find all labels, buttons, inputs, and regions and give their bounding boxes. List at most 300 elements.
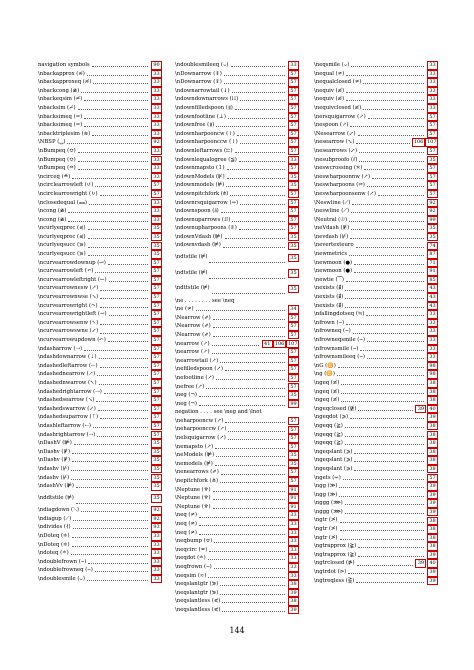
page-ref-link[interactable]: 107 <box>426 139 437 146</box>
page-ref-link[interactable]: 57 <box>288 365 299 374</box>
index-term: \nefilledspoon (↗) <box>175 366 223 373</box>
index-term: \neqcirc (≖) <box>175 546 208 553</box>
index-term: \neg (¬) <box>175 392 197 399</box>
page-ref-link[interactable]: 38 <box>427 431 438 440</box>
dot-leader <box>232 91 286 93</box>
page-ref-link[interactable]: 35 <box>288 181 299 190</box>
index-term: \nexists (∄) <box>314 302 344 309</box>
index-entry <box>38 319 162 328</box>
page-ref-link[interactable]: 57 <box>288 130 299 139</box>
index-term: \neqbump (≎) <box>175 538 213 545</box>
dot-leader <box>226 185 285 187</box>
page-ref-link[interactable]: 33 <box>151 113 162 122</box>
page-ref-link[interactable]: 57 <box>427 190 438 199</box>
page-ref-link[interactable]: 33 <box>427 78 438 87</box>
page-ref-link[interactable]: 33 <box>427 353 438 362</box>
page-ref-link[interactable]: 33 <box>288 156 299 165</box>
page-ref-link[interactable]: 33 <box>151 121 162 130</box>
page-ref-link[interactable]: 93 <box>151 523 162 532</box>
page-ref-link[interactable]: 106 <box>274 340 285 347</box>
page-ref-link[interactable]: 33 <box>288 563 299 572</box>
dot-leader <box>212 344 260 346</box>
page-ref-link[interactable]: 57 <box>288 331 299 340</box>
index-entry <box>175 281 299 297</box>
page-ref-link[interactable]: 38 <box>427 534 438 543</box>
page-ref-link[interactable]: 57 <box>288 113 299 122</box>
dot-leader <box>240 203 285 205</box>
index-term: \ndownspoon (⫰) <box>175 208 219 215</box>
page-ref-link[interactable]: 39 <box>427 491 438 500</box>
page-ref-link[interactable]: 39 <box>288 589 299 598</box>
page-ref-link[interactable]: 57 <box>288 121 299 130</box>
page-ref-link[interactable]: 35 <box>151 448 162 457</box>
index-entry <box>175 241 299 250</box>
page-ref-link[interactable]: 33 <box>151 130 162 139</box>
index-entry <box>314 207 438 216</box>
index-entry <box>175 563 299 572</box>
index-term: \ngeqq (≧) <box>314 431 343 438</box>
page-ref-link[interactable]: 43 <box>427 302 438 311</box>
page-ref-link[interactable]: 33 <box>427 327 438 336</box>
page-ref-link[interactable]: 74 <box>427 242 438 251</box>
page-ref-link[interactable]: 33 <box>151 78 162 87</box>
page-ref-link[interactable]: 57 <box>288 434 299 443</box>
page-ref-link[interactable]: 33 <box>151 575 162 584</box>
page-ref-link[interactable]: 91 <box>288 494 299 503</box>
page-ref-link[interactable]: 57 <box>427 121 438 130</box>
index-entry <box>314 448 438 457</box>
page-ref-link[interactable]: 57 <box>288 190 299 199</box>
page-ref-link[interactable]: 38 <box>427 517 438 526</box>
page-ref-link[interactable]: 57 <box>288 224 299 233</box>
dot-leader <box>100 297 148 299</box>
page-ref-link[interactable]: 35 <box>151 250 162 259</box>
page-ref-link[interactable]: 33 <box>427 345 438 354</box>
page-ref-link[interactable]: 35 <box>288 269 299 278</box>
dot-leader <box>78 160 149 162</box>
index-term: \ndashVv (⊯) <box>38 483 74 490</box>
page-ref-link[interactable]: 35 <box>151 439 162 448</box>
page-ref-link[interactable]: 33 <box>427 70 438 79</box>
index-term: \nepitchfork (⋔) <box>175 478 219 485</box>
page-ref-link[interactable]: 57 <box>288 147 299 156</box>
page-ref-link[interactable]: 33 <box>427 310 438 319</box>
dot-leader <box>196 309 286 311</box>
page-ref-link[interactable]: 38 <box>427 388 438 397</box>
page-ref-link[interactable]: 33 <box>151 541 162 550</box>
dot-leader <box>68 211 148 213</box>
page-ref-link[interactable]: 33 <box>151 147 162 156</box>
page-ref-link[interactable]: 57 <box>151 431 162 440</box>
page-ref-link[interactable]: 57 <box>427 147 438 156</box>
page-ref-link[interactable]: 33 <box>427 336 438 345</box>
page-ref-link[interactable]: 57 <box>288 70 299 79</box>
page-ref-link[interactable]: 33 <box>427 104 438 113</box>
page-ref-link[interactable]: 38 <box>427 465 438 474</box>
index-entry <box>175 460 299 469</box>
dot-leader <box>351 228 424 230</box>
page-ref-link[interactable]: 57 <box>427 173 438 182</box>
page-ref-link[interactable]: 33 <box>151 104 162 113</box>
page-ref-link[interactable]: 35 <box>151 242 162 251</box>
dot-leader <box>109 314 149 316</box>
page-ref-link[interactable]: 57 <box>427 474 438 483</box>
index-entry <box>38 173 162 182</box>
index-entry <box>38 224 162 233</box>
page-ref-link[interactable]: 98 <box>427 370 438 379</box>
index-entry <box>175 164 299 173</box>
page-ref-link[interactable]: 35 <box>427 233 438 242</box>
index-entry <box>175 70 299 79</box>
index-entry <box>175 322 299 331</box>
page-ref-link[interactable]: 106 <box>413 139 424 146</box>
index-entry <box>38 345 162 354</box>
page-ref-link[interactable]: 33 <box>427 319 438 328</box>
page-ref-link[interactable]: 90 <box>151 61 162 70</box>
page-ref-link[interactable]: 39 <box>427 568 438 577</box>
dot-leader <box>230 194 285 196</box>
page-ref-link[interactable]: 33 <box>288 572 299 581</box>
page-ref-link[interactable]: 57 <box>151 284 162 293</box>
page-ref-link[interactable]: 57 <box>288 357 299 366</box>
page-ref-link[interactable]: 35 <box>288 285 299 294</box>
page-ref-link[interactable]: 57 <box>151 379 162 388</box>
page-ref-link[interactable]: 57 <box>151 353 162 362</box>
page-ref-link[interactable]: 57 <box>288 417 299 426</box>
index-term: \ndashednwarrow (↖) <box>38 379 97 386</box>
page-ref-link[interactable]: 57 <box>288 322 299 331</box>
page-ref-link[interactable]: 33 <box>288 546 299 555</box>
index-entry <box>38 164 162 173</box>
index-entry <box>38 78 162 87</box>
page-ref-link[interactable]: 33 <box>288 520 299 529</box>
page-ref-link[interactable]: 39 <box>427 499 438 508</box>
dot-leader <box>212 292 286 294</box>
page-ref-link[interactable]: 91 <box>427 267 438 276</box>
page-ref-link[interactable]: 57 <box>288 426 299 435</box>
page-ref-link[interactable]: 38 <box>288 580 299 589</box>
dot-leader <box>354 460 424 462</box>
page-ref-link[interactable]: 33 <box>151 164 162 173</box>
page-ref-link[interactable]: 33 <box>288 511 299 520</box>
index-term: \ndashedsearrow (↘) <box>38 397 95 404</box>
index-entry <box>175 95 299 104</box>
page-ref-link[interactable]: 38 <box>427 439 438 448</box>
index-entry <box>38 379 162 388</box>
index-entry <box>175 494 299 503</box>
page-ref-link[interactable]: 33 <box>288 554 299 563</box>
page-ref-link[interactable]: 57 <box>427 181 438 190</box>
page-ref-link[interactable]: 57 <box>288 164 299 173</box>
index-entry <box>38 370 162 379</box>
index-entry <box>38 95 162 104</box>
index-term: \neqsmile (⌣) <box>314 62 350 68</box>
index-entry <box>314 370 438 379</box>
dot-leader <box>231 65 286 67</box>
page-ref-link[interactable]: 57 <box>151 336 162 345</box>
index-entry <box>175 391 299 400</box>
page-ref-link[interactable]: 57 <box>151 388 162 397</box>
page-ref-link[interactable]: 33 <box>427 95 438 104</box>
page-ref-link[interactable]: 107 <box>287 340 298 347</box>
dot-leader <box>354 469 424 471</box>
page-ref-link[interactable]: 57 <box>288 104 299 113</box>
index-entry <box>314 319 438 328</box>
index-entry <box>175 408 299 417</box>
page-ref-link[interactable]: 35 <box>151 465 162 474</box>
index-entry <box>38 336 162 345</box>
page-ref-link[interactable]: 38 <box>427 448 438 457</box>
page-ref-link[interactable]: 99 <box>427 216 438 225</box>
dot-leader <box>366 314 424 316</box>
page-ref-link[interactable]: 91 <box>288 503 299 512</box>
page-ref-link[interactable]: 33 <box>151 156 162 165</box>
dot-leader <box>363 108 424 110</box>
page-ref-link[interactable]: 33 <box>151 216 162 225</box>
page-ref-link[interactable]: 57 <box>151 327 162 336</box>
page-ref-link[interactable]: 57 <box>151 302 162 311</box>
index-term: \nbackeqsim (≄) <box>38 96 83 103</box>
page-ref-link[interactable]: 33 <box>288 61 299 70</box>
page-ref-link[interactable]: 38 <box>427 396 438 405</box>
page-ref-link[interactable]: 38 <box>288 597 299 606</box>
index-term: \nespoon (↗) <box>314 122 349 129</box>
page-ref-link[interactable]: 41 <box>262 340 273 349</box>
page-ref-link[interactable]: 33 <box>151 199 162 208</box>
page-ref-link[interactable]: 71 <box>427 259 438 268</box>
dot-leader <box>367 340 424 342</box>
index-term: \ngtrdot (⋗) <box>314 569 347 576</box>
page-ref-link[interactable]: 57 <box>288 87 299 96</box>
index-term: \neqslantgtr (⪖) <box>175 581 219 588</box>
index-term: \nbackapproxeq (≉) <box>38 79 92 86</box>
page-ref-link[interactable]: 39 <box>427 413 438 422</box>
index-entry <box>175 434 299 443</box>
index-entry <box>38 515 162 524</box>
page-ref-link[interactable]: 38 <box>427 379 438 388</box>
index-entry <box>175 529 299 538</box>
page-ref-link[interactable]: 39 <box>415 559 426 568</box>
dot-leader <box>358 555 424 557</box>
page-ref-link[interactable]: 92 <box>151 506 162 515</box>
index-entry <box>175 451 299 460</box>
page-ref-link[interactable]: 57 <box>288 95 299 104</box>
page-ref-link[interactable]: 57 <box>151 413 162 422</box>
index-entry <box>175 468 299 477</box>
dot-leader <box>73 519 148 521</box>
page-ref-link[interactable]: 85 <box>427 276 438 285</box>
dot-leader <box>213 498 286 500</box>
page-ref-link[interactable]: 57 <box>288 383 299 392</box>
page-ref-link[interactable]: 57 <box>288 477 299 486</box>
index-entry <box>175 314 299 323</box>
index-term: \nDashv (⊮) <box>38 448 71 455</box>
page-ref-link[interactable]: 33 <box>151 95 162 104</box>
page-ref-link[interactable]: 57 <box>151 422 162 431</box>
page-ref-link[interactable]: 57 <box>427 164 438 173</box>
page-ref-link[interactable]: 33 <box>151 558 162 567</box>
page-ref-link[interactable]: 57 <box>151 267 162 276</box>
index-entry <box>314 276 438 285</box>
page-ref-link[interactable]: 33 <box>151 70 162 79</box>
page-ref-link[interactable]: 35 <box>427 224 438 233</box>
page-ref-link[interactable]: 39 <box>427 482 438 491</box>
page-ref-link[interactable]: 35 <box>288 451 299 460</box>
page-ref-link[interactable]: 35 <box>151 224 162 233</box>
page-ref-link[interactable]: 57 <box>151 319 162 328</box>
page-ref-link[interactable]: 57 <box>151 362 162 371</box>
page-ref-link[interactable]: 57 <box>288 348 299 357</box>
dot-leader <box>224 82 286 84</box>
page-ref-link[interactable]: 35 <box>151 482 162 491</box>
page-ref-link[interactable]: 57 <box>151 396 162 405</box>
dot-leader <box>108 263 149 265</box>
dot-leader <box>67 142 148 144</box>
page-ref-link[interactable]: 35 <box>288 391 299 400</box>
page-ref-link[interactable]: 92 <box>427 207 438 216</box>
dot-leader <box>71 553 149 555</box>
page-ref-link[interactable]: 35 <box>151 233 162 242</box>
page-ref-link[interactable]: 33 <box>427 87 438 96</box>
page-ref-link[interactable]: 92 <box>151 515 162 524</box>
page-ref-link[interactable]: 39 <box>288 606 299 615</box>
page-ref-link[interactable]: 39 <box>427 577 438 586</box>
page-ref-link[interactable]: 35 <box>151 474 162 483</box>
page-ref-link[interactable]: 57 <box>288 216 299 225</box>
index-column-2 <box>175 61 299 615</box>
index-entry <box>175 365 299 374</box>
index-term: \ndashdownarrow (⇣) <box>38 354 97 361</box>
dot-leader <box>78 108 149 110</box>
page-ref-link[interactable]: 57 <box>288 314 299 323</box>
index-entry <box>38 104 162 113</box>
page-ref-link[interactable]: 33 <box>427 61 438 70</box>
index-term: \nbacktriplesim (≋) <box>38 130 91 137</box>
page-ref-link[interactable]: 35 <box>151 494 162 503</box>
index-entry <box>38 474 162 483</box>
index-term: \neq (≠) <box>175 529 197 536</box>
page-ref-link[interactable]: 35 <box>288 233 299 242</box>
page-ref-link[interactable]: 35 <box>427 156 438 165</box>
page-ref-link[interactable]: 57 <box>288 468 299 477</box>
page-ref-link[interactable]: 57 <box>288 374 299 383</box>
page-ref-link[interactable]: 33 <box>151 87 162 96</box>
page-ref-link[interactable]: 57 <box>151 190 162 199</box>
index-entry <box>175 520 299 529</box>
page-ref-link[interactable]: 38 <box>427 456 438 465</box>
page-ref-link[interactable]: 57 <box>151 345 162 354</box>
page-ref-link[interactable]: 57 <box>288 78 299 87</box>
page-ref-link[interactable]: 33 <box>151 173 162 182</box>
index-term: \nDoteq (≑) <box>38 532 70 539</box>
page-ref-link[interactable]: 40 <box>427 405 438 414</box>
dot-leader <box>209 277 285 279</box>
page-ref-link[interactable]: 35 <box>151 456 162 465</box>
index-term: \ndasharrow (⇢) <box>38 345 83 352</box>
dot-leader <box>104 392 149 394</box>
page-ref-link[interactable]: 57 <box>427 130 438 139</box>
page-ref-link[interactable]: 38 <box>427 422 438 431</box>
page-ref-link[interactable]: 57 <box>151 181 162 190</box>
index-term: \nbackcong (≇) <box>38 87 80 94</box>
page-ref-link[interactable]: 35 <box>288 460 299 469</box>
page-ref-link[interactable]: 57 <box>151 276 162 285</box>
page-ref-link[interactable]: 38 <box>427 542 438 551</box>
page-ref-link[interactable]: 33 <box>151 566 162 575</box>
page-ref-link[interactable]: 34 <box>288 305 299 314</box>
page-ref-link[interactable]: 39 <box>427 551 438 560</box>
page-ref-link[interactable]: 33 <box>288 537 299 546</box>
page-ref-link[interactable]: 87 <box>427 250 438 259</box>
index-entry <box>175 78 299 87</box>
index-entry <box>175 250 299 266</box>
page-ref-link[interactable]: 33 <box>288 529 299 538</box>
index-entry <box>38 396 162 405</box>
page-ref-link[interactable]: 39 <box>427 508 438 517</box>
index-term: \nequiv (≢) <box>314 87 345 94</box>
page-ref-link[interactable]: 57 <box>151 293 162 302</box>
page-ref-link[interactable]: 57 <box>288 207 299 216</box>
page-ref-link[interactable]: 57 <box>288 138 299 147</box>
index-term: \nBumpeq (≎) <box>38 147 76 154</box>
index-entry <box>314 241 438 250</box>
page-ref-link[interactable]: 43 <box>427 293 438 302</box>
index-entry <box>314 302 438 311</box>
dot-leader <box>339 495 424 497</box>
page-ref-link[interactable]: 57 <box>151 405 162 414</box>
dot-leader <box>100 332 148 334</box>
index-term: \ncurvearrowsenw (↖) <box>38 319 99 326</box>
page-ref-link[interactable]: 33 <box>151 549 162 558</box>
index-entry <box>175 374 299 383</box>
page-ref-link[interactable]: 57 <box>151 370 162 379</box>
page-ref-link[interactable]: 92 <box>427 199 438 208</box>
dot-leader <box>350 237 424 239</box>
page-ref-link[interactable]: 35 <box>288 173 299 182</box>
dot-leader <box>100 366 149 368</box>
page-ref-link[interactable]: 35 <box>288 242 299 251</box>
page-ref-link[interactable]: 57 <box>151 310 162 319</box>
page-ref-link[interactable]: 35 <box>288 254 299 263</box>
index-entry <box>175 216 299 225</box>
index-term: \ndownharpoonccw (⇂) <box>175 139 238 146</box>
page-ref-link[interactable]: 38 <box>427 525 438 534</box>
page-ref-link[interactable]: 98 <box>427 362 438 371</box>
page-ref-link[interactable]: 39 <box>415 405 426 414</box>
page-ref-link[interactable]: 43 <box>427 284 438 293</box>
page-ref-link[interactable]: 92 <box>151 138 162 147</box>
page-ref-link[interactable]: 57 <box>151 259 162 268</box>
page-ref-link[interactable]: 57 <box>288 199 299 208</box>
page-ref-link[interactable]: 99 <box>288 400 299 409</box>
dot-leader <box>76 502 149 504</box>
page-ref-link[interactable]: 57 <box>427 113 438 122</box>
index-entry <box>38 532 162 541</box>
index-entry <box>314 422 438 431</box>
index-entry <box>314 293 438 302</box>
page-ref-link[interactable]: 40 <box>427 559 438 568</box>
index-entry <box>175 138 299 147</box>
dot-leader <box>208 576 285 578</box>
page-ref-link[interactable]: 57 <box>288 443 299 452</box>
dot-leader <box>349 254 424 256</box>
index-entry <box>314 413 438 422</box>
index-term: \nfrowneqsmile (⌢) <box>314 337 365 343</box>
page-ref-link[interactable]: 33 <box>151 532 162 541</box>
page-ref-link[interactable]: 91 <box>288 486 299 495</box>
page-ref-link[interactable]: 33 <box>151 207 162 216</box>
dot-leader <box>354 263 424 265</box>
